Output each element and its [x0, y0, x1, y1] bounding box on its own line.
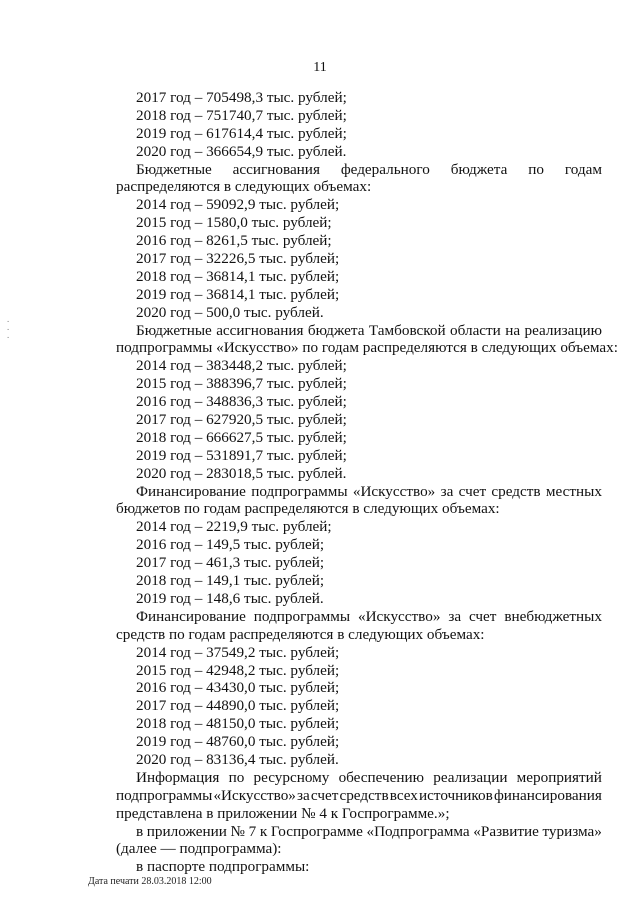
text-line: средств по годам распределяются в следующих объемах:: [116, 625, 485, 643]
text-line: 2020 год – 83136,4 тыс. рублей.: [136, 750, 339, 768]
word: Госпрограмме: [270, 822, 363, 840]
word: бюджета: [307, 321, 365, 339]
text-line: 2016 год – 149,5 тыс. рублей;: [136, 536, 325, 554]
justified-line: [116, 322, 602, 340]
word: бюджета: [450, 160, 508, 178]
word: Финансирование: [136, 607, 246, 625]
word: ресурсному: [253, 768, 330, 786]
text-line: 2020 год – 500,0 тыс. рублей.: [136, 303, 324, 321]
word: всех: [389, 786, 418, 804]
word: местных: [545, 482, 602, 500]
word: счет: [310, 786, 339, 804]
word: в: [136, 822, 144, 840]
text-line: 2018 год – 48150,0 тыс. рублей;: [136, 715, 340, 733]
text-line: 2019 год – 617614,4 тыс. рублей;: [136, 124, 347, 142]
word: источников: [419, 786, 493, 804]
text-line: 2017 год – 32226,5 тыс. рублей;: [136, 250, 340, 268]
word: счет: [468, 607, 497, 625]
justified-line: [116, 608, 602, 626]
word: подпрограммы: [251, 482, 348, 500]
word: годам: [564, 160, 602, 178]
print-date-footer: Дата печати 28.03.2018 12:00: [88, 876, 212, 887]
text-line: 2019 год – 148,6 тыс. рублей.: [136, 589, 324, 607]
margin-marks: · · ·: [6, 318, 11, 342]
word: реализации: [433, 768, 508, 786]
text-line: 2014 год – 59092,9 тыс. рублей;: [136, 196, 340, 214]
text-line: 2019 год – 48760,0 тыс. рублей;: [136, 733, 340, 751]
page-number: 11: [313, 60, 327, 75]
word: Финансирование: [136, 482, 246, 500]
word: Бюджетные: [136, 160, 212, 178]
word: приложении: [146, 822, 227, 840]
word: средств: [339, 786, 389, 804]
word: №: [230, 822, 245, 840]
text-line: подпрограммы «Искусство» по годам распределяются в следующих объемах:: [116, 339, 618, 357]
word: счет: [458, 482, 487, 500]
text-line: 2014 год – 37549,2 тыс. рублей;: [136, 643, 340, 661]
justified-line: [116, 823, 602, 841]
text-line: 2017 год – 461,3 тыс. рублей;: [136, 554, 325, 572]
text-line: 2018 год – 36814,1 тыс. рублей;: [136, 267, 340, 285]
text-line: 2019 год – 531891,7 тыс. рублей;: [136, 446, 347, 464]
word: Тамбовской: [368, 321, 446, 339]
word: мероприятий: [516, 768, 602, 786]
text-line: (далее — подпрограмма):: [116, 840, 282, 858]
text-line: 2018 год – 149,1 тыс. рублей;: [136, 572, 325, 590]
text-line: 2017 год – 44890,0 тыс. рублей;: [136, 697, 340, 715]
text-line: 2016 год – 43430,0 тыс. рублей;: [136, 679, 340, 697]
text-line: представлена в приложении № 4 к Госпрограмме.»;: [116, 804, 450, 822]
document-body: [116, 89, 618, 876]
text-line: 2015 год – 388396,7 тыс. рублей;: [136, 375, 347, 393]
word: туризма»: [542, 822, 602, 840]
text-line: 2015 год – 1580,0 тыс. рублей;: [136, 214, 332, 232]
text-line: 2014 год – 383448,2 тыс. рублей;: [136, 357, 347, 375]
justified-line: [116, 769, 602, 787]
word: финансирования: [493, 786, 602, 804]
text-line: 2020 год – 283018,5 тыс. рублей.: [136, 464, 347, 482]
justified-line: [116, 483, 602, 501]
word: Информация: [136, 768, 220, 786]
text-line: 2016 год – 8261,5 тыс. рублей;: [136, 232, 332, 250]
text-line: 2017 год – 705498,3 тыс. рублей;: [136, 89, 347, 106]
word: подпрограммы: [253, 607, 351, 625]
word: за: [448, 607, 462, 625]
word: подпрограммы: [116, 786, 213, 804]
word: обеспечению: [338, 768, 425, 786]
text-line: 2018 год – 751740,7 тыс. рублей;: [136, 106, 347, 124]
word: на: [505, 321, 521, 339]
word: «Искусство»: [358, 607, 441, 625]
text-line: 2020 год – 366654,9 тыс. рублей.: [136, 142, 347, 160]
word: по: [228, 768, 245, 786]
word: по: [528, 160, 544, 178]
text-line: в паспорте подпрограммы:: [136, 858, 310, 876]
text-line: 2014 год – 2219,9 тыс. рублей;: [136, 518, 332, 536]
word: ассигнования: [216, 321, 304, 339]
text-line: 2016 год – 348836,3 тыс. рублей;: [136, 393, 347, 411]
word: средств: [491, 482, 541, 500]
word: внебюджетных: [504, 607, 602, 625]
text-line: 2015 год – 42948,2 тыс. рублей;: [136, 661, 340, 679]
word: «Подпрограмма: [366, 822, 470, 840]
word: «Искусство»: [213, 786, 296, 804]
text-line: 2017 год – 627920,5 тыс. рублей;: [136, 411, 347, 429]
justified-line: [116, 787, 602, 805]
word: Бюджетные: [136, 321, 212, 339]
word: 7: [248, 822, 257, 840]
word: к: [259, 822, 268, 840]
text-line: 2018 год – 666627,5 тыс. рублей;: [136, 428, 347, 446]
text-line: 2019 год – 36814,1 тыс. рублей;: [136, 285, 340, 303]
word: «Искусство»: [352, 482, 436, 500]
word: федерального: [340, 160, 430, 178]
word: реализацию: [524, 321, 602, 339]
word: за: [440, 482, 454, 500]
justified-line: [116, 161, 602, 179]
word: ассигнования: [232, 160, 320, 178]
word: «Развитие: [473, 822, 539, 840]
word: области: [450, 321, 501, 339]
text-line: бюджетов по годам распределяются в следующих объемах:: [116, 500, 500, 518]
word: за: [297, 786, 310, 804]
text-line: распределяются в следующих объемах:: [116, 178, 372, 196]
